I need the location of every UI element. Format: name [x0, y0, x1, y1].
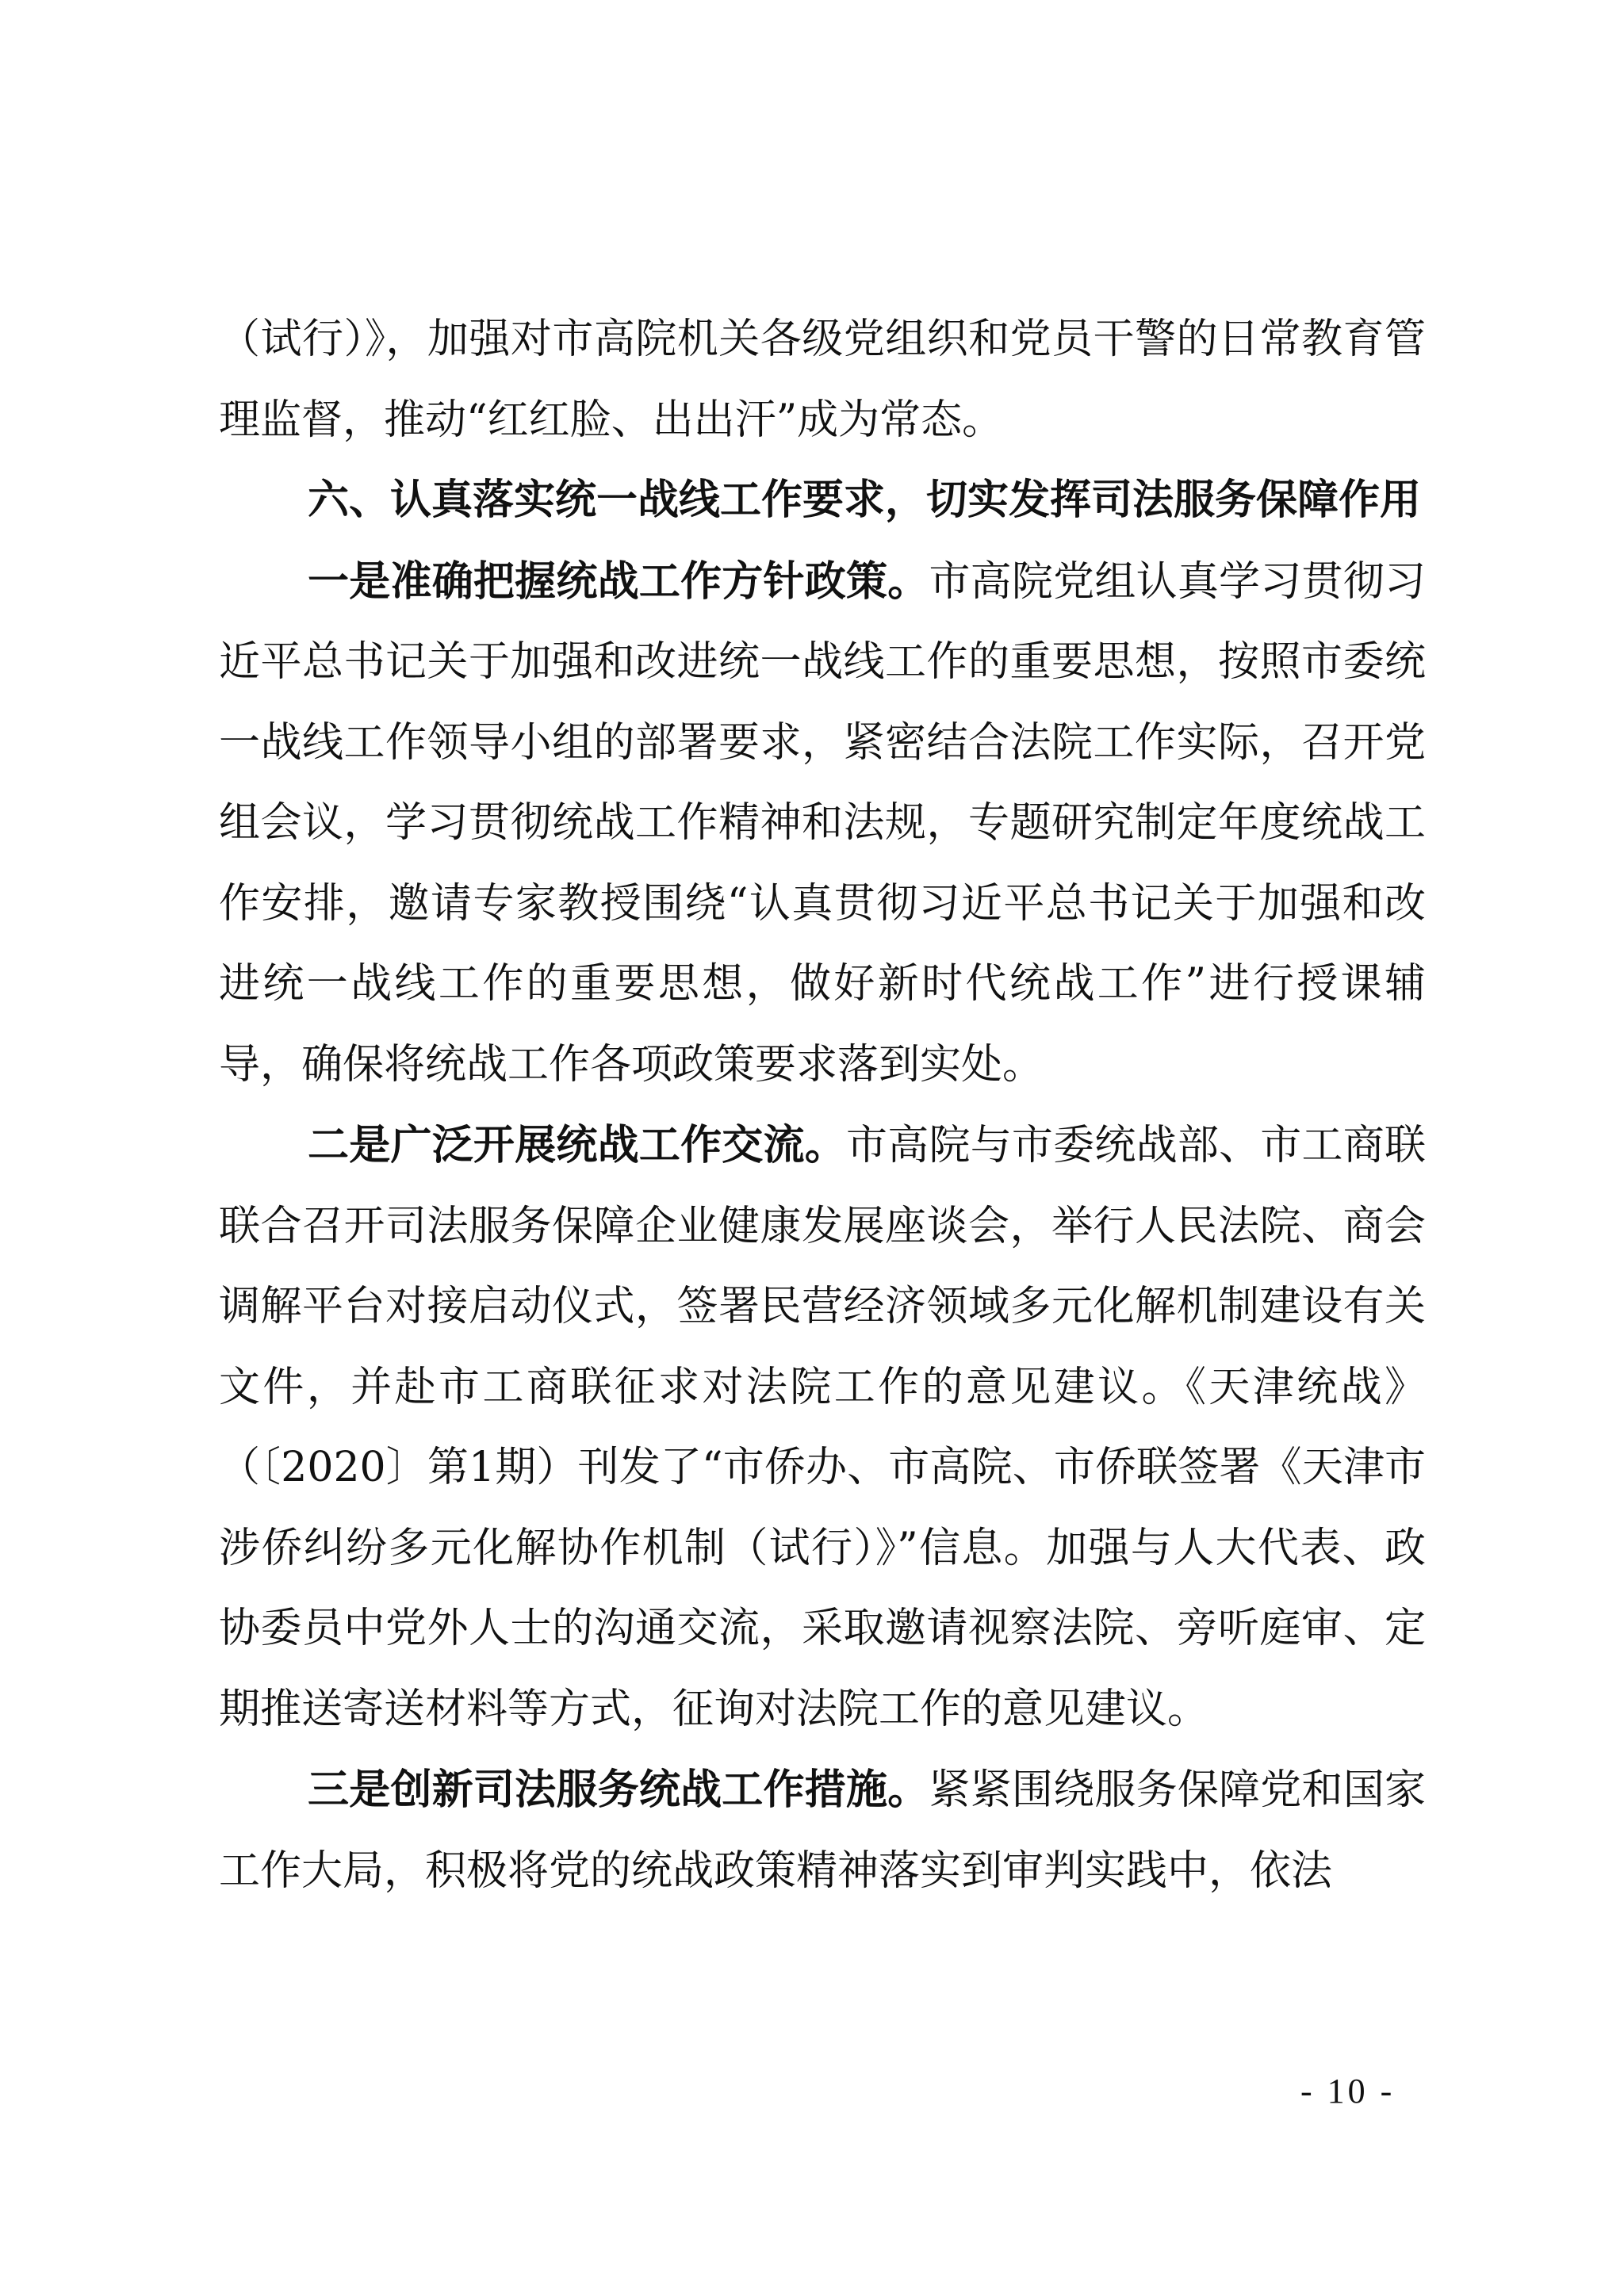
page-number: - 10 - [1300, 2072, 1396, 2110]
section-heading: 六、认真落实统一战线工作要求，切实发挥司法服务保障作用 [308, 476, 1422, 524]
item-lead-2: 二是广泛开展统战工作交流。 [308, 1121, 846, 1169]
item-body-1: 市高院党组认真学习贯彻习近平总书记关于加强和改进统一战线工作的重要思想，按照市委统一战线工作领导小组的部署要求，紧密结合法院工作实际，召开党组会议，学习贯彻统战工作精神和法规，专题研究制定年度统战工作安排，邀请专家教授围绕“认真贯彻习近平总书记关于加强和改进统一战线工作的重要思想，做好新时代统战工作”进行授课辅导，确保将统战工作各项政策要求落到实处。 [219, 557, 1426, 1089]
item-body-3: 紧紧围绕服务保障党和国家工作大局，积极将党的统战政策精神落实到审判实践中，依法 [219, 1766, 1426, 1895]
item-paragraph-1 [219, 541, 1426, 1106]
item-lead-1: 一是准确把握统战工作方针政策。 [308, 557, 929, 606]
item-paragraph-3 [219, 1750, 1426, 1911]
item-paragraph-2 [219, 1105, 1426, 1750]
item-body-2: 市高院与市委统战部、市工商联联合召开司法服务保障企业健康发展座谈会，举行人民法院、商会调解平台对接启动仪式，签署民营经济领域多元化解机制建设有关文件，并赴市工商联征求对法院工作的意见建议。《天津统战》（〔2020〕第1期）刊发了“市侨办、市高院、市侨联签署《天津市涉侨纠纷多元化解协作机制（试行）》”信息。加强与人大代表、政协委员中党外人士的沟通交流，采取邀请视察法院、旁听庭审、定期推送寄送材料等方式，征询对法院工作的意见建议。 [219, 1122, 1426, 1733]
item-lead-3: 三是创新司法服务统战工作措施。 [308, 1766, 929, 1814]
continuation-paragraph: （试行）》，加强对市高院机关各级党组织和党员干警的日常教育管理监督，推动“红红脸、出出汗”成为常态。 [219, 316, 1426, 444]
document-page [219, 300, 1426, 1911]
